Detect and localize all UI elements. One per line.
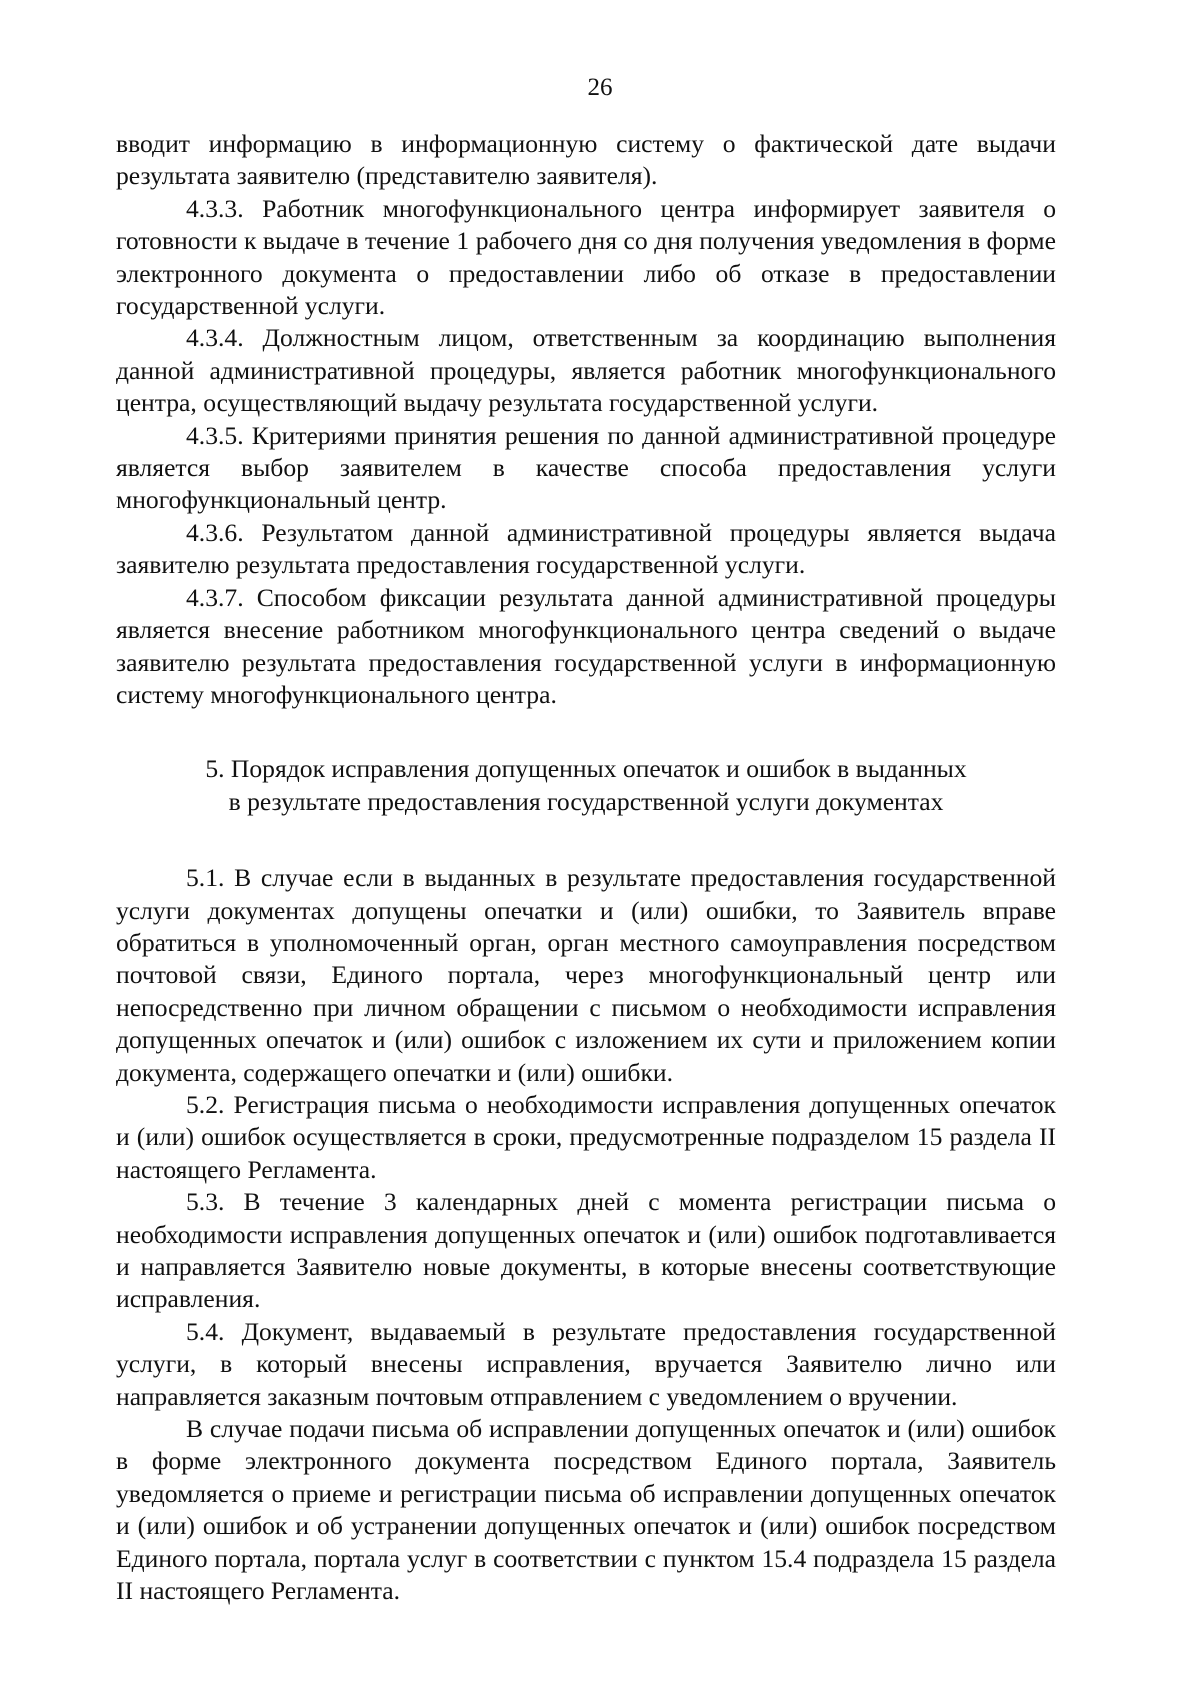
paragraph-4-3-7: 4.3.7. Способом фиксации результата данной административной процедуры является внесение работником многофункционального центра сведений о выдаче заявителю результата предоставления государственной услуги в информационную систему многофункционального центра. — [116, 582, 1056, 709]
paragraph-5-4: 5.4. Документ, выдаваемый в результате предоставления государственной услуги, в который внесены исправления, вручается Заявителю лично или направляется заказным почтовым отправлением с уведомлением о вручении. — [116, 1316, 1056, 1411]
section-5-heading — [116, 753, 1056, 818]
paragraph-5-1: 5.1. В случае если в выданных в результате предоставления государственной услуги документах допущены опечатки и (или) ошибки, то Заявитель вправе обратиться в уполномоченный орган, орган местного самоуправления посредством почтовой связи, Единого портала, через многофункциональный центр или непосредственно при личном обращении с письмом о необходимости исправления допущенных опечаток и (или) ошибок с изложением их сути и приложением копии документа, содержащего опечатки и (или) ошибки. — [116, 863, 1056, 1087]
page-number: 26 — [587, 74, 613, 101]
paragraph-4-3-3: 4.3.3. Работник многофункционального центра информирует заявителя о готовности к выдаче в течение 1 рабочего дня со дня получения уведомления в форме электронного документа о предоставлении либо об отказе в предоставлении государственной услуги. — [116, 193, 1056, 321]
section-heading-line: в результате предоставления государственной услуги документах — [228, 786, 944, 816]
paragraph-4-3-4: 4.3.4. Должностным лицом, ответственным за координацию выполнения данной административной процедуры, является работник многофункционального центра, осуществляющий выдачу результата государственной услуги. — [116, 323, 1056, 418]
document-body — [116, 128, 1056, 1607]
section-heading-line: 5. Порядок исправления допущенных опечаток и ошибок в выданных — [205, 754, 967, 784]
paragraph-continuation: вводит информацию в информационную систему о фактической дате выдачи результата заявителю (представителю заявителя). — [116, 129, 1056, 191]
paragraph-5-3: 5.3. В течение 3 календарных дней с момента регистрации письма о необходимости исправления допущенных опечаток и (или) ошибок подготавливается и направляется Заявителю новые документы, в которые внесены соответствующие исправления. — [116, 1187, 1056, 1314]
paragraph-4-3-6: 4.3.6. Результатом данной административной процедуры является выдача заявителю результата предоставления государственной услуги. — [116, 517, 1056, 580]
paragraph-electronic-submission: В случае подачи письма об исправлении допущенных опечаток и (или) ошибок в форме электронного документа посредством Единого портала, Заявитель уведомляется о приеме и регистрации письма об исправлении допущенных опечаток и (или) ошибок и об устранении допущенных опечаток и (или) ошибок посредством Единого портала, портала услуг в соответствии с пунктом 15.4 подраздела 15 раздела II настоящего Регламента. — [116, 1414, 1056, 1606]
paragraph-5-2: 5.2. Регистрация письма о необходимости исправления допущенных опечаток и (или) ошибок осуществляется в сроки, предусмотренные подразделом 15 раздела II настоящего Регламента. — [116, 1089, 1056, 1184]
paragraph-4-3-5: 4.3.5. Критериями принятия решения по данной административной процедуре является выбор заявителем в качестве способа предоставления услуги многофункциональный центр. — [116, 420, 1056, 515]
